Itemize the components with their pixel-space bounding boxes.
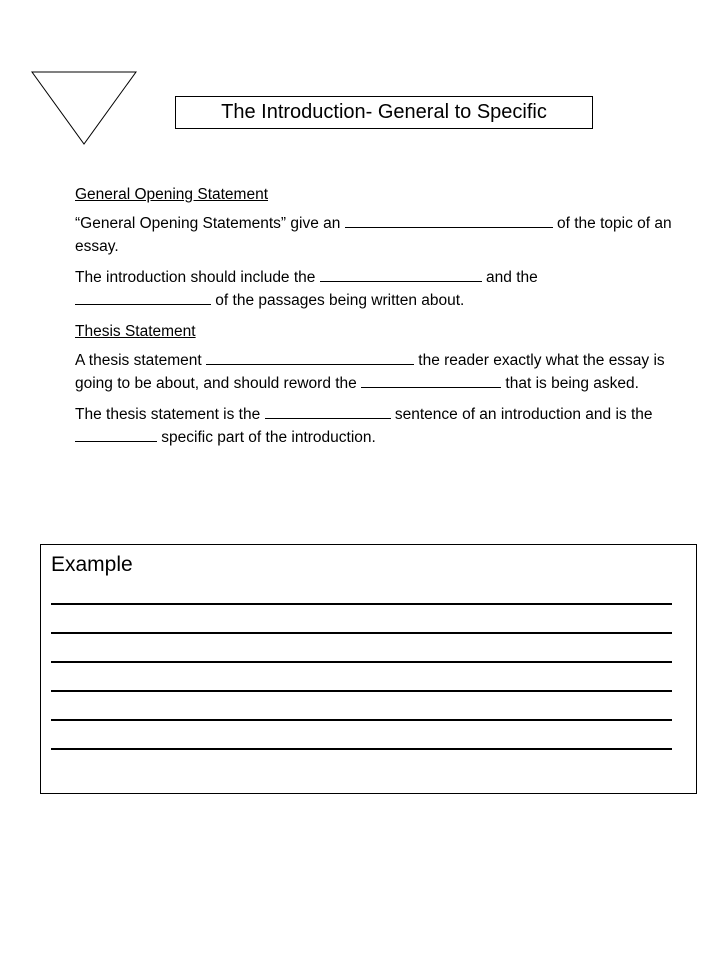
blank-field	[361, 372, 501, 388]
p4-text-b: sentence of an introduction and is the	[390, 406, 653, 423]
blank-field	[320, 266, 482, 282]
example-box	[40, 544, 697, 794]
worksheet-content	[75, 183, 675, 457]
example-label: Example	[51, 553, 133, 576]
p3-text-c: that is being asked.	[501, 375, 639, 392]
writing-line	[51, 632, 672, 634]
p2-text-a: The introduction should include the	[75, 269, 320, 286]
paragraph-introduction-include	[75, 266, 675, 312]
p2-text-b: and the	[481, 269, 538, 286]
funnel-triangle-icon	[30, 70, 138, 146]
writing-line	[51, 661, 672, 663]
p3-text-a: A thesis statement	[75, 352, 206, 369]
p3-text-b: the reader exactly what the essay is going to be about, and should reword the	[75, 352, 665, 392]
blank-field	[75, 426, 157, 442]
page-title: The Introduction- General to Specific	[175, 96, 593, 129]
writing-line	[51, 690, 672, 692]
blank-field	[206, 349, 414, 365]
blank-field	[345, 212, 553, 228]
blank-field	[75, 289, 211, 305]
paragraph-thesis-statement	[75, 349, 675, 395]
blank-field	[265, 403, 391, 419]
writing-line	[51, 748, 672, 750]
p4-text-a: The thesis statement is the	[75, 406, 265, 423]
p1-text-b: of the topic of an essay.	[75, 215, 672, 255]
p4-text-c: specific part of the introduction.	[157, 429, 376, 446]
paragraph-general-opening	[75, 212, 675, 258]
p2-text-c: of the passages being written about.	[211, 292, 465, 309]
general-opening-heading: General Opening Statement	[75, 186, 269, 203]
paragraph-thesis-sentence	[75, 403, 675, 449]
writing-line	[51, 719, 672, 721]
thesis-statement-heading: Thesis Statement	[75, 323, 196, 340]
p1-text-a: “General Opening Statements” give an	[75, 215, 345, 232]
writing-line	[51, 603, 672, 605]
